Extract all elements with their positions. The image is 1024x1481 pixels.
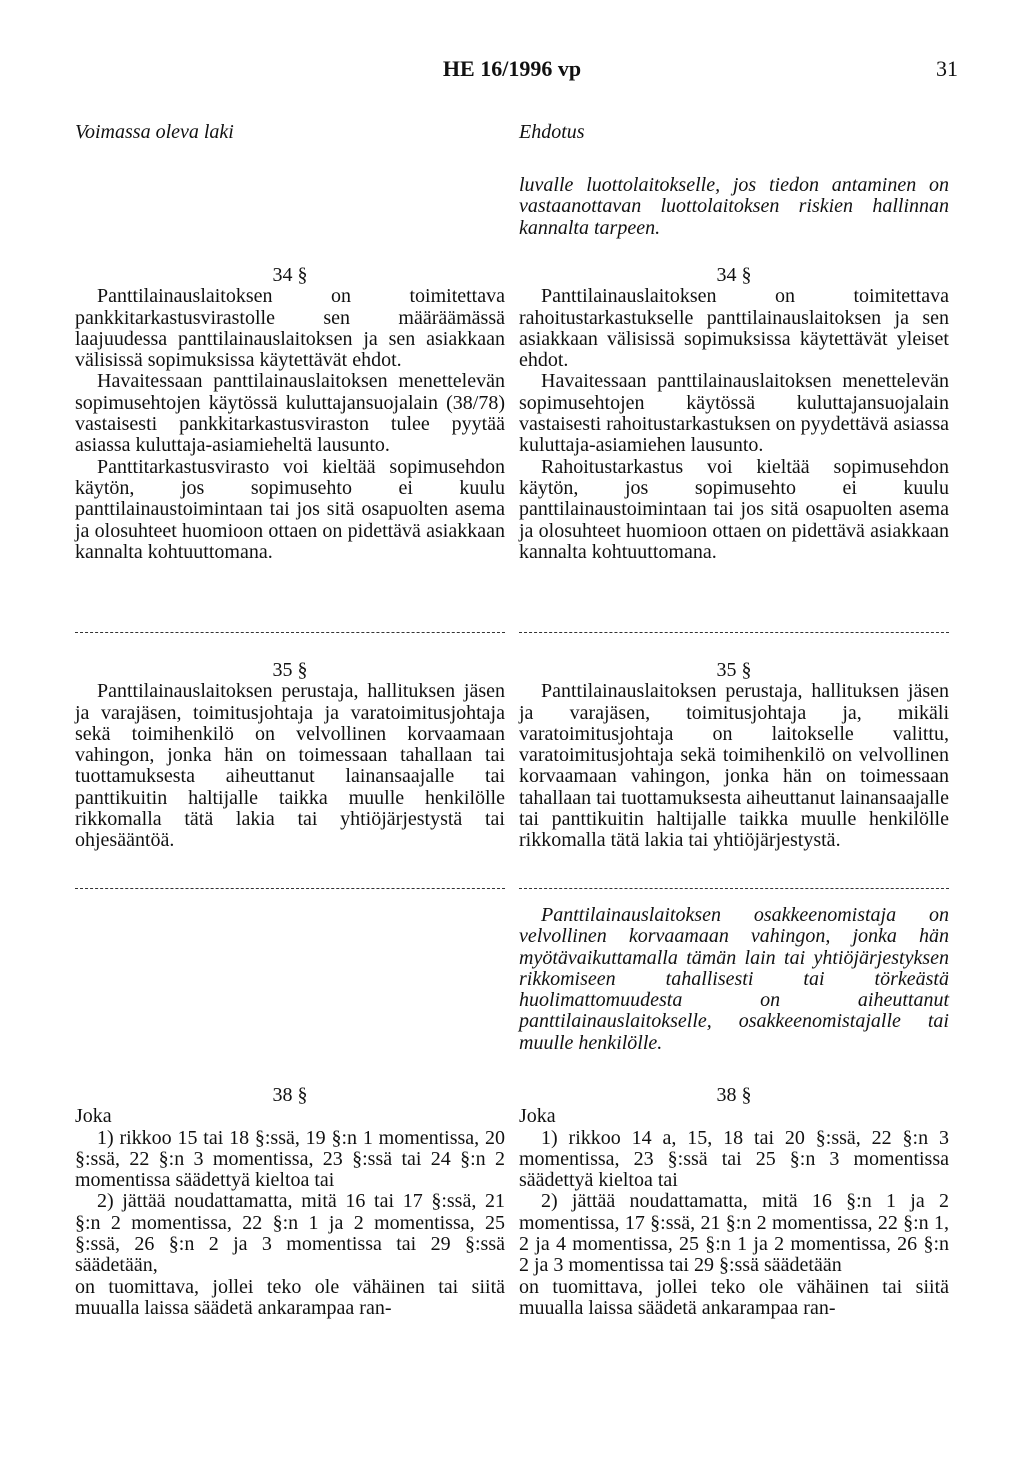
section-38-heading: 38 § (716, 1084, 752, 1106)
right-s34-p2: Havaitessaan panttilainauslaitoksen menettelevän sopimusehtojen käytössä kuluttajansuojalain vastaisesti rahoitustarkastuksen on pyydettävä asiassa kuluttaja-asiamiehen lausunto. (519, 370, 949, 457)
left-s34-p2: Havaitessaan panttilainauslaitoksen menettelevän sopimusehtojen käytössä kuluttajansuojalain (38/78) vastaisesti pankkitarkastusviraston tulee pyytää asiassa kuluttaja-asiamieheltä lausunto. (75, 370, 505, 457)
left-divider (75, 632, 505, 633)
left-s34-p3: Panttitarkastusvirasto voi kieltää sopimusehdon käytön, jos sopimusehto ei kuulu panttilainaustoimintaan tai jos sitä osapuolten asema ja olosuhteet huomioon ottaen on pidettävä asiakkaan kannalta kohtuuttomana. (75, 455, 505, 563)
section-35-heading: 35 § (272, 659, 308, 681)
left-section-38 (75, 1085, 505, 1319)
right-divider (519, 632, 949, 633)
left-section-34 (75, 265, 505, 563)
document-id: HE 16/1996 vp (442, 56, 582, 81)
left-s38-p1: Joka (75, 1105, 112, 1128)
left-s38-p3: 2) jättää noudattamatta, mitä 16 tai 17 §:ssä, 21 §:n 2 momentissa, 22 §:n 1 ja 2 momentissa, 25 §:ssä, 26 §:n 2 ja 3 momentissa tai 29 §:ssä säädetään, (75, 1190, 505, 1277)
left-section-35 (75, 660, 505, 852)
right-s38-p3: 2) jättää noudattamatta, mitä 16 §:n 1 ja 2 momentissa, 17 §:ssä, 21 §:n 2 momentissa, 22 §:n 1, 2 ja 4 momentissa, 25 §:n 1 ja 2 momentissa, 26 §:n 2 ja 3 momentissa tai 29 §:ssä säädetään (519, 1190, 949, 1277)
right-intro-text: luvalle luottolaitokselle, jos tiedon antaminen on vastaanottavan luottolaitoksen riskien hallinnan kannalta tarpeen. (519, 174, 949, 239)
right-section-38 (519, 1085, 949, 1319)
right-s35-p1: Panttilainauslaitoksen perustaja, hallituksen jäsen ja varajäsen, toimitusjohtaja ja, mikäli varatoimitusjohtaja on laitokselle valittu, varatoimitusjohtaja sekä toimihenkilö on velvollinen korvaamaan vahingon, jonka hän on toimessaan tahallaan tai tuottamuksesta aiheuttanut lainansaajalle tai panttikuitin haltijalle taikka muulle henkilölle rikkomalla tätä lakia tai yhtiöjärjestystä. (519, 680, 949, 852)
right-s38-p4: on tuomittava, jollei teko ole vähäinen tai siitä muualla laissa säädetä ankarampaa ran- (519, 1275, 949, 1319)
right-section-34 (519, 265, 949, 563)
left-column-title: Voimassa oleva laki (75, 121, 234, 143)
left-s35-p1: Panttilainauslaitoksen perustaja, hallituksen jäsen ja varajäsen, toimitusjohtaja ja varatoimitusjohtaja sekä toimihenkilö on velvollinen korvaamaan vahingon, jonka hän on toimessaan tahallaan tai tuottamuksesta aiheuttanut lainansaajalle tai panttikuitin haltijalle taikka muulle henkilölle rikkomalla tätä lakia tai yhtiöjärjestystä tai ohjesääntöä. (75, 680, 505, 852)
left-s38-p2: 1) rikkoo 15 tai 18 §:ssä, 19 §:n 1 momentissa, 20 §:ssä, 22 §:n 3 momentissa, 23 §:ssä tai 24 §:n 2 momentissa säädettyä kieltoa tai (75, 1126, 505, 1192)
right-section-35 (519, 660, 949, 852)
right-section-35-new-paragraph (519, 905, 949, 1054)
right-divider (519, 888, 949, 889)
right-s35-p2: Panttilainauslaitoksen osakkeenomistaja on velvollinen korvaamaan vahingon, jonka hän myötävaikuttamalla tämän lain tai yhtiöjärjestyksen rikkomiseen tahallisesti tai törkeästä huolimattomuudesta on aiheuttanut panttilainauslaitokselle, osakkeenomistajalle tai muulle henkilölle. (519, 904, 949, 1054)
section-35-heading: 35 § (716, 659, 752, 681)
left-s38-p4: on tuomittava, jollei teko ole vähäinen tai siitä muualla laissa säädetä ankarampaa ran- (75, 1275, 505, 1319)
right-s38-p1: Joka (519, 1105, 556, 1128)
right-s38-p2: 1) rikkoo 14 a, 15, 18 tai 20 §:ssä, 22 §:n 3 momentissa, 23 §:ssä tai 25 §:n 3 momentissa säädettyä kieltoa tai (519, 1126, 949, 1192)
right-s34-p3: Rahoitustarkastus voi kieltää sopimusehdon käytön, jos sopimusehto ei kuulu panttilainaustoimintaan tai jos sitä osapuolten asema ja olosuhteet huomioon ottaen on pidettävä asiakkaan kannalta kohtuuttomana. (519, 455, 949, 563)
left-divider (75, 888, 505, 889)
page-number: 31 (936, 56, 958, 81)
right-intro-block (519, 175, 949, 239)
section-34-heading: 34 § (716, 264, 752, 286)
right-column-title: Ehdotus (519, 121, 585, 143)
right-s34-p1: Panttilainauslaitoksen on toimitettava rahoitustarkastukselle panttilainauslaitoksen ja sen asiakkaan välisissä sopimuksissa käytettävät yleiset ehdot. (519, 285, 949, 372)
section-34-heading: 34 § (272, 264, 308, 286)
section-38-heading: 38 § (272, 1084, 308, 1106)
left-s34-p1: Panttilainauslaitoksen on toimitettava pankkitarkastusvirastolle sen määräämässä laajuudessa panttilainauslaitoksen ja sen asiakkaan välisissä sopimuksissa käytettävät ehdot. (75, 285, 505, 372)
